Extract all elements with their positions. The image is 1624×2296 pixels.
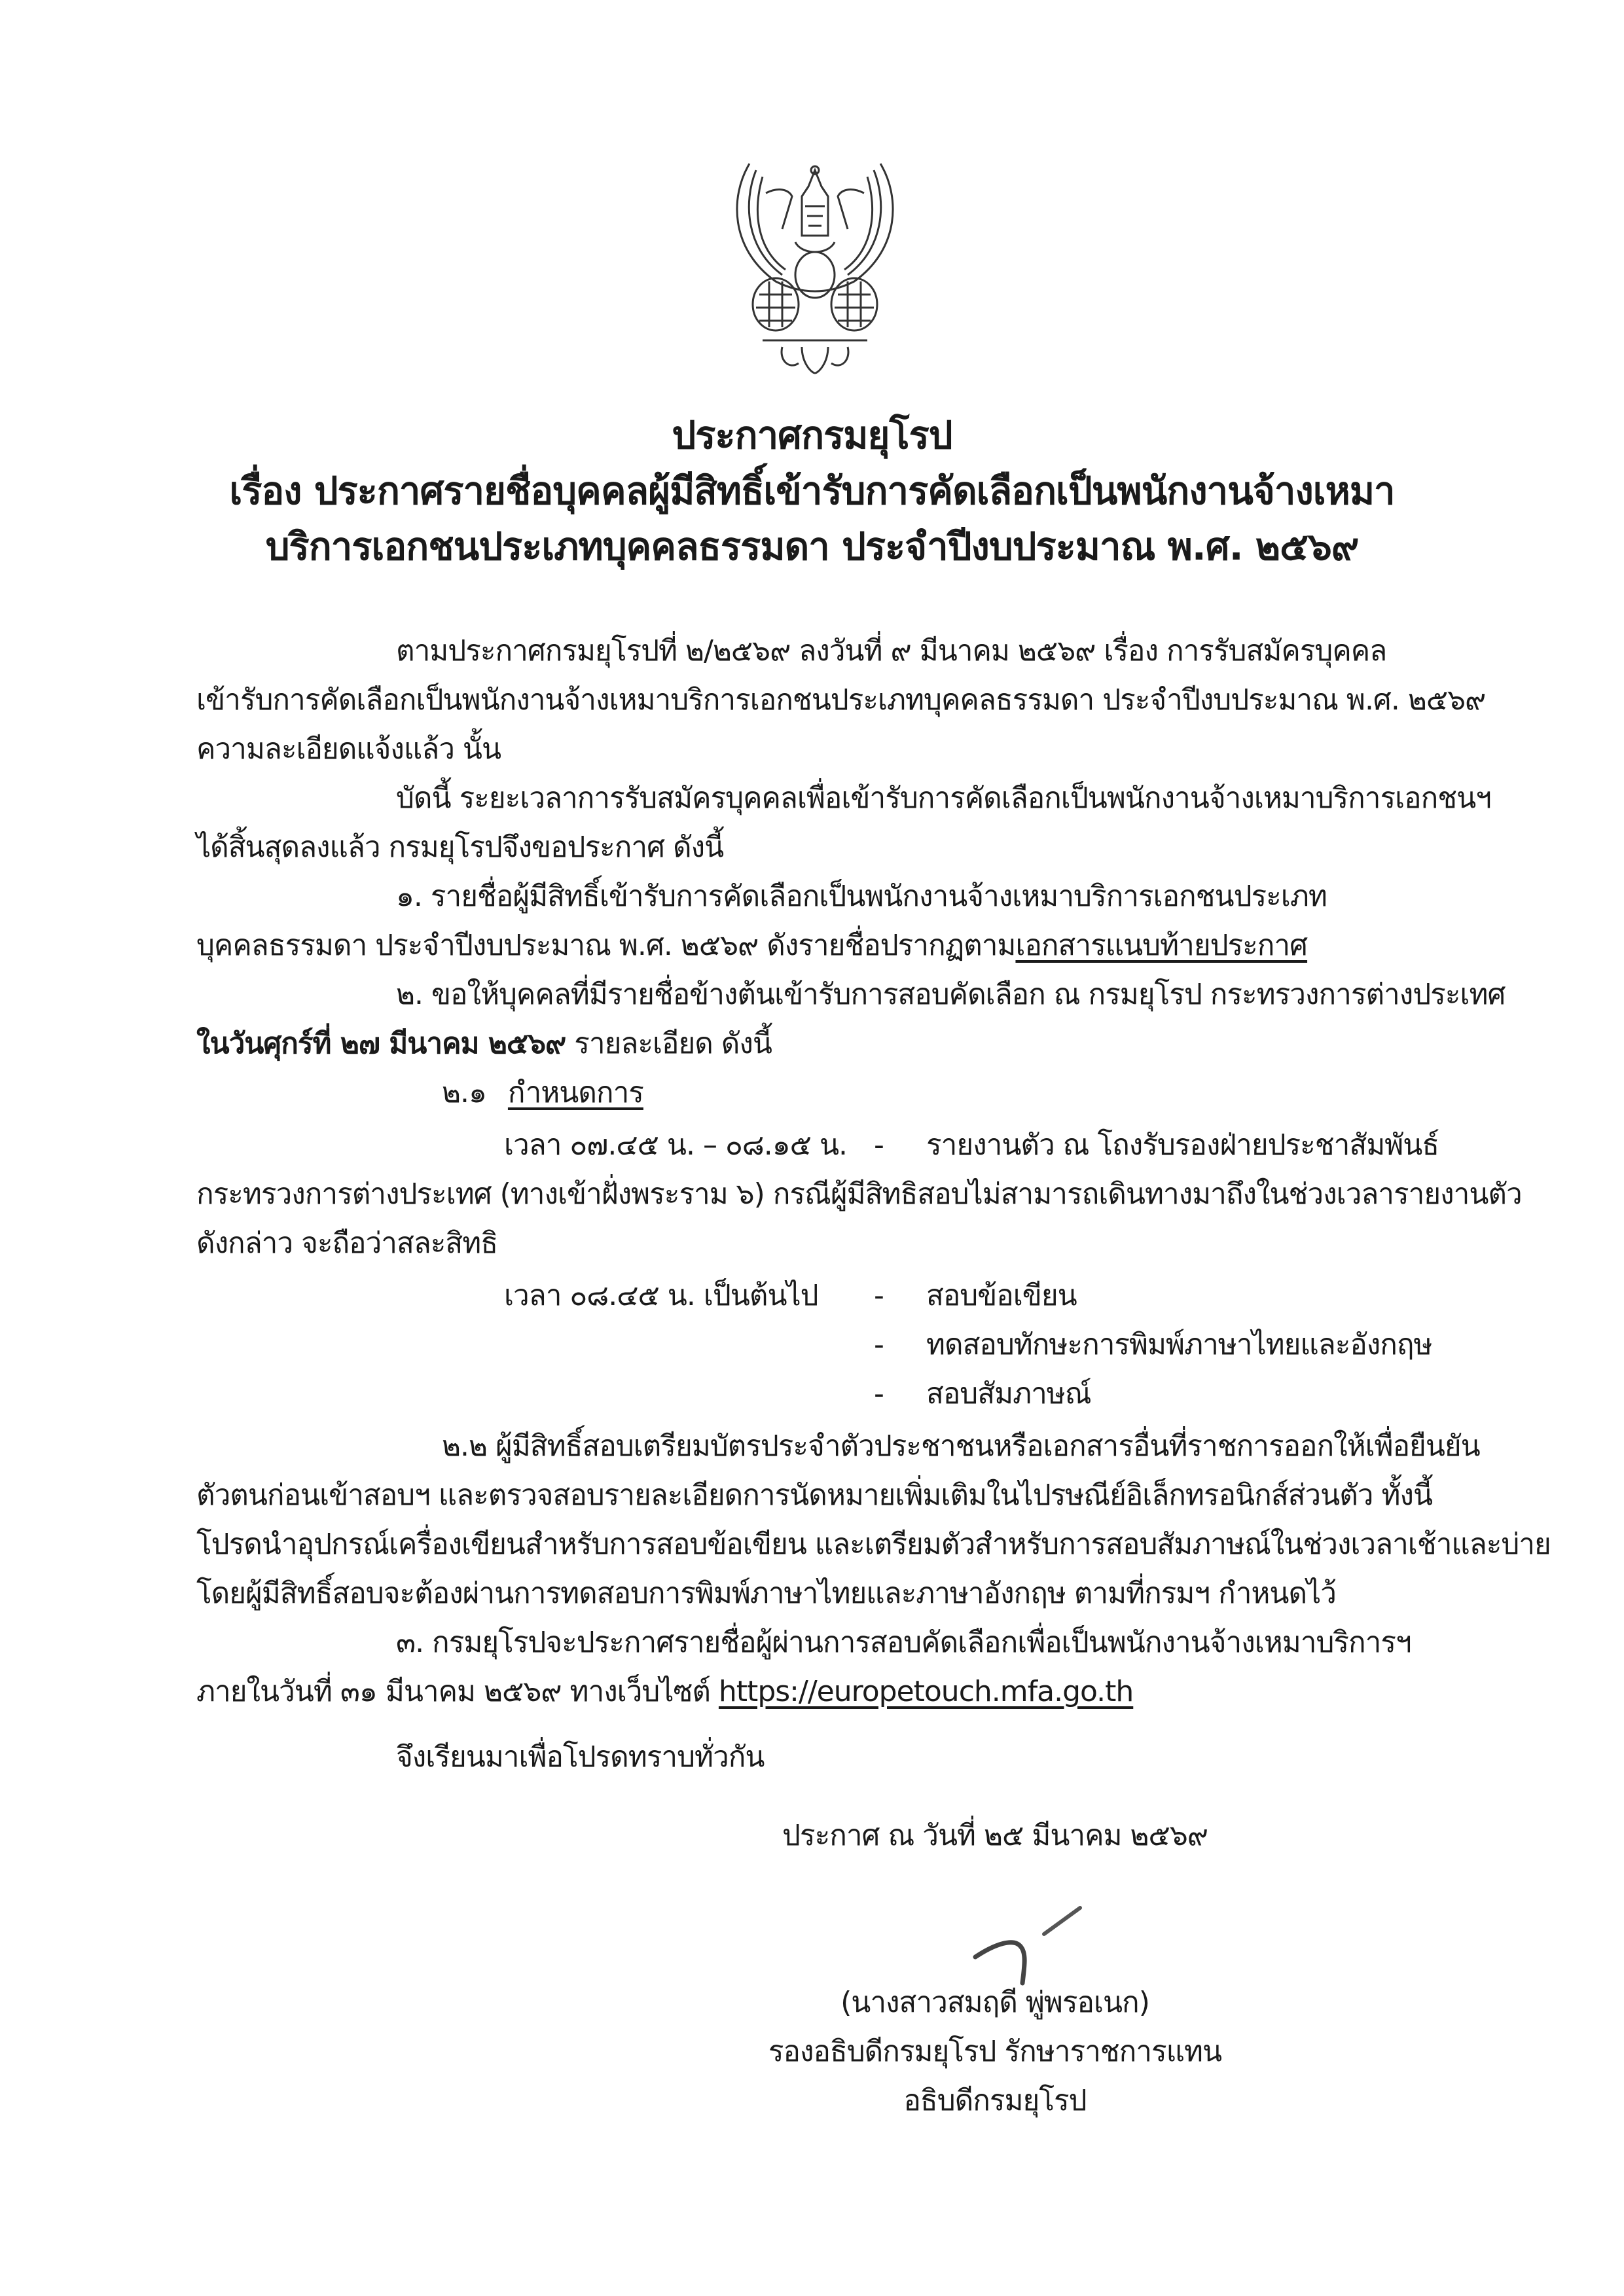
now-line-1: บัดนี้ ระยะเวลาการรับสมัครบุคคลเพื่อเข้ารับการคัดเลือกเป็นพนักงานจ้างเหมาบริการเอกชนฯ [396, 781, 1491, 815]
attachment-link[interactable]: เอกสารแนบท้ายประกาศ [1015, 929, 1308, 962]
document-title: ประกาศกรมยุโรป [672, 413, 952, 457]
garuda-emblem-icon [704, 157, 926, 380]
intro-line-1: ตามประกาศกรมยุโรปที่ ๒/๒๕๖๙ ลงวันที่ ๙ มีนาคม ๒๕๖๙ เรื่อง การรับสมัครบุคคล [396, 634, 1387, 668]
schedule-note-line-1: กระทรวงการต่างประเทศ (ทางเข้าฝั่งพระราม ๖) กรณีผู้มีสิทธิสอบไม่สามารถเดินทางมาถึงในช่วงเวลารายงานตัว [196, 1177, 1522, 1211]
now-line-2: ได้สิ้นสุดลงแล้ว กรมยุโรปจึงขอประกาศ ดังนี้ [196, 831, 724, 864]
activity-interview: สอบสัมภาษณ์ [926, 1377, 1091, 1410]
website-link[interactable]: https://europetouch.mfa.go.th [718, 1675, 1134, 1708]
exam-date: ในวันศุกร์ที่ ๒๗ มีนาคม ๒๕๖๙ [196, 1027, 566, 1060]
subject-line-2: บริการเอกชนประเภทบุคคลธรรมดา ประจำปีงบประมาณ พ.ศ. ๒๕๖๙ [265, 524, 1359, 569]
item-3-line-2-text: ภายในวันที่ ๓๑ มีนาคม ๒๕๖๙ ทางเว็บไซต์ [196, 1675, 719, 1708]
item-3-line-1: ๓. กรมยุโรปจะประกาศรายชื่อผู้ผ่านการสอบคัดเลือกเพื่อเป็นพนักงานจ้างเหมาบริการฯ [396, 1626, 1411, 1659]
announcement-date: ประกาศ ณ วันที่ ๒๕ มีนาคม ๒๕๖๙ [782, 1819, 1208, 1852]
schedule-dash-2b: - [874, 1328, 884, 1361]
schedule-time-1: เวลา ๐๗.๔๕ น. – ๐๘.๑๕ น. [504, 1128, 848, 1162]
schedule-dash-1: - [874, 1128, 884, 1162]
sub-2-2-line-1: ๒.๒ ผู้มีสิทธิ์สอบเตรียมบัตรประจำตัวประชาชนหรือเอกสารอื่นที่ราชการออกให้เพื่อยืนยัน [442, 1429, 1480, 1463]
signature-icon [969, 1905, 1113, 1990]
intro-line-3: ความละเอียดแจ้งแล้ว นั้น [196, 732, 501, 766]
schedule-note-line-2: ดังกล่าว จะถือว่าสละสิทธิ [196, 1227, 498, 1260]
item-1-line-1: ๑. รายชื่อผู้มีสิทธิ์เข้ารับการคัดเลือกเป็นพนักงานจ้างเหมาบริการเอกชนประเภท [396, 880, 1327, 913]
item-2-line-2-rest: รายละเอียด ดังนี้ [566, 1027, 772, 1060]
sub-2-2-line-4: โดยผู้มีสิทธิ์สอบจะต้องผ่านการทดสอบการพิมพ์ภาษาไทยและภาษาอังกฤษ ตามที่กรมฯ กำหนดไว้ [196, 1577, 1336, 1610]
signer-position-2: อธิบดีกรมยุโรป [903, 2084, 1087, 2117]
item-2-line-1: ๒. ขอให้บุคคลที่มีรายชื่อข้างต้นเข้ารับการสอบคัดเลือก ณ กรมยุโรป กระทรวงการต่างประเทศ [396, 978, 1506, 1011]
schedule-time-2: เวลา ๐๘.๔๕ น. เป็นต้นไป [504, 1279, 818, 1312]
signer-position-1: รองอธิบดีกรมยุโรป รักษาราชการแทน [768, 2035, 1222, 2068]
item-1-line-2 [196, 926, 1307, 965]
sub-2-2-line-2: ตัวตนก่อนเข้าสอบฯ และตรวจสอบรายละเอียดการนัดหมายเพิ่มเติมในไปรษณีย์อิเล็กทรอนิกส์ส่วนตัว ทั้งนี้ [196, 1479, 1433, 1512]
item-2-line-2 [196, 1024, 772, 1064]
sub-2-1-heading [442, 1073, 643, 1113]
schedule-dash-2a: - [874, 1279, 884, 1312]
schedule-activity-1: รายงานตัว ณ โถงรับรองฝ่ายประชาสัมพันธ์ [926, 1128, 1439, 1162]
sub-2-1-number: ๒.๑ [442, 1076, 486, 1109]
subject-line-1: เรื่อง ประกาศรายชื่อบุคคลผู้มีสิทธิ์เข้ารับการคัดเลือกเป็นพนักงานจ้างเหมา [229, 469, 1395, 513]
activity-written-exam: สอบข้อเขียน [926, 1279, 1077, 1312]
schedule-dash-2c: - [874, 1377, 884, 1410]
schedule-heading: กำหนดการ [507, 1076, 643, 1109]
signer-name: (นางสาวสมฤดี พู่พรอเนก) [840, 1986, 1149, 2019]
item-1-line-2-text: บุคคลธรรมดา ประจำปีงบประมาณ พ.ศ. ๒๕๖๙ ดังรายชื่อปรากฏตาม [196, 929, 1016, 962]
intro-line-2: เข้ารับการคัดเลือกเป็นพนักงานจ้างเหมาบริการเอกชนประเภทบุคคลธรรมดา ประจำปีงบประมาณ พ.ศ. ๒๕๖๙ [196, 683, 1486, 717]
item-3-line-2 [196, 1672, 1133, 1712]
closing-text: จึงเรียนมาเพื่อโปรดทราบทั่วกัน [396, 1740, 765, 1774]
sub-2-2-line-3: โปรดนำอุปกรณ์เครื่องเขียนสำหรับการสอบข้อเขียน และเตรียมตัวสำหรับการสอบสัมภาษณ์ในช่วงเวลาเช้าและบ่าย [196, 1528, 1551, 1561]
activity-typing-test: ทดสอบทักษะการพิมพ์ภาษาไทยและอังกฤษ [926, 1328, 1432, 1361]
